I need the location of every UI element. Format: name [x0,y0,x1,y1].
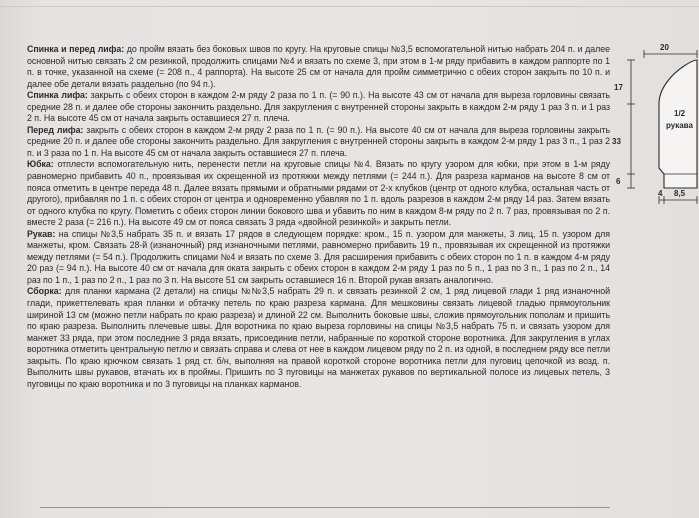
paragraph-skirt: Юбка: отплести вспомогательную нить, перенести петли на круговые спицы №4. Вязать по кругу узором для юбки, при этом в 1-м ряду равномерно прибавить 40 п., провязывая их скрещенной из протяжки между петлями (= 244 п.). Для разреза карманов на высоте 8 см от пояса отметить в центре переда 48 п. Далее вязать прямыми и обратными рядами от 2-х клубков (центр от одного клубка, остальная часть от другого), прибавляя по 1 п. с обеих сторон от центра и одновременно убавляя по 1 п. вдоль разрезов в каждом 2-м ряду 14 раз. Затем вязать от одного клубка по кругу. Пометить с обеих сторон линии бокового шва и убавить по ним в каждом 8-м ряду по 2 п. 7 раз, провязывая по 2 п. вместе 2 раза (= 216 п.). На высоте 49 см от пояса связать 3 ряда «двойной резинкой» и закрыть петли. [27,159,610,228]
sleeve-pattern-svg [604,38,699,238]
height-bottom-label: 6 [616,177,621,186]
paragraph-back: Спинка лифа: закрыть с обеих сторон в каждом 2-м ряду 2 раза по 1 п. (= 90 п.). На высоте 43 см от начала для вырезa горловины связать средние 28 п. и далее обе стороны закончить раздельно. Для закругления с внутренней стороны закрыть в каждом 2-м ряду 1 раз 3 п. и 1 раз 2 п. На высоте 45 см от начала закрыть оставшиеся 27 п. плеча. [27,90,610,124]
instructions-text [27,44,610,390]
bottom-left-label: 4 [658,189,663,198]
piece-fraction-label: 1/2 [674,109,686,118]
top-divider [0,6,699,7]
paragraph-back-and-front: Спинка и перед лифа: до пройм вязать без боковых швов по кругу. На круговые спицы №3,5 вспомогательной нитью набрать 204 п. и далее основной нитью связать 2 см резинкой, продолжить спицами №4 и вязать по схеме 3, при этом в 1-м ряду прибавить в каждом раппорте по 1 п. в точке, указанной на схеме (= 208 п., 4 раппорта). На высоте 25 см от начала для пройм симметрично с обеих сторон закрыть по 10 п. и далее обе детали вязать раздельно (по 94 п.). [27,44,610,89]
bottom-right-label: 8,5 [674,189,686,198]
height-top-label: 17 [614,83,623,92]
sleeve-pattern-diagram [604,38,699,238]
width-label: 20 [660,43,669,52]
paragraph-front: Перед лифа: закрыть с обеих сторон в каждом 2-м ряду 2 раза по 1 п. (= 90 п.). На высоте 40 см от начала для выреза горловины закрыть средние 20 п. и далее обе стороны закончить раздельно. Для закругления с внутренней стороны закрыть в каждом 2-м ряду 1 раз 3 п., 1 раз 2 п. и 3 раза по 1 п. На высоте 45 см от начала закрыть оставшиеся 27 п. плеча. [27,124,611,158]
height-mid-label: 33 [612,137,621,146]
paragraph-sleeve: Рукав: на спицы №3,5 набрать 35 п. и вязать 17 рядов в следующем порядке: кром., 15 п. узором для манжеты, 3 лиц, 15 п. узором для манжеты, кром. Связать 28-й (изнаночный) ряд изнаночными петлями, равномерно прибавить 19 п., провязывая их скрещенной из протяжки между петлями (= 54 п.). Продолжить спицами №4 и вязать по схеме 3. Для расширения прибавить с обеих сторон по 1 п. в каждом 4-м ряду 20 раз (= 94 п.). На высоте 40 см от начала для оката закрыть с обеих сторон в каждом 2-м ряду 1 раз по 5 п., 1 раз по 3 п., 1 раз по 2 п., 14 раз по 1 п., 1 раз по 2 п., 1 раз по 3 п. На высоте 51 см закрыть оставшиеся 16 п. Второй рукав вязать аналогично. [27,228,610,285]
piece-name-label: рукава [666,121,693,130]
paragraph-assembly: Сборка: для планки кармана (2 детали) на спицы №№3,5 набрать 29 п. и связать резинкой 2 см, 1 ряд лицевой глади 1 ряд изнаночной глади, прикеттелевать края планки и обтачку петель по краю разреза кармана. Для мешковины связать лицевой гладью прямоугольник шириной 13 см (можно петли набрать по краю разреза) и длиной 22 см. Выполнить боковые швы, сложив прямоугольник пополам и пришить по краю разреза. Выполнить плечевые швы. Для воротника по краю выреза горловины на спицы №3,5 набрать 75 п. и связать узором для манжет 33 ряда, при этом последние 3 ряда вязать, присоединив петли, набранные по короткой стороне воротника. Для закругления в углах воротника отметить центральную петлю и связать справа и слева от нее в каждом лицевом ряду по 2 п. из одной, в последнем ряду все петли закрыть. По краю крючком связать 1 ряд ст. б/н, выполняя на правой короткой стороне воротника петли для пуговиц цепочкой из возд. п. Выполнить швы рукавов, втачать их в проймы. Пришить по 3 пуговицы на манжетах рукавов по вертикальной полосе из лицевых петель, 3 пуговицы по краю воротника и по 3 пуговицы на планках карманов. [27,286,610,389]
bottom-divider [40,507,610,508]
